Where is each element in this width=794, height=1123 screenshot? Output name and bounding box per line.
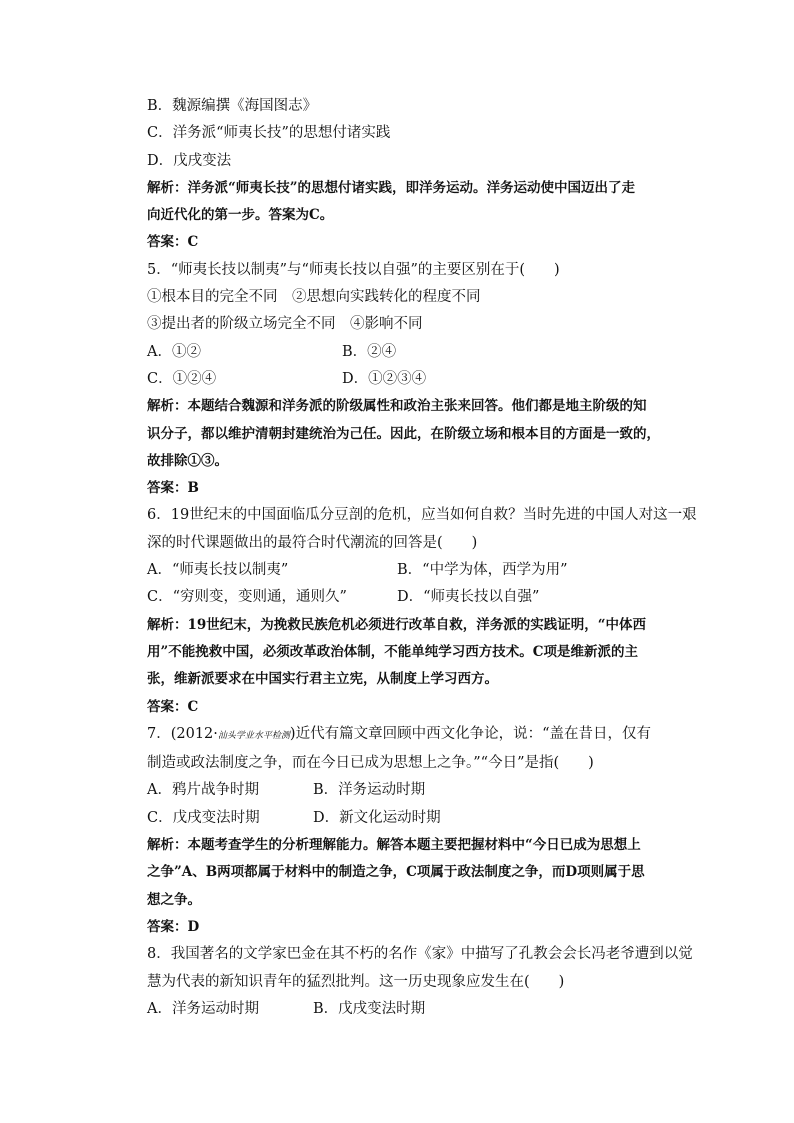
q6-option-b: B．“中学为体，西学为用”	[397, 562, 568, 579]
q8-stem-line-1: 8．我国著名的文学家巴金在其不朽的名作《家》中描写了孔教会会长冯老爷遭到以觉	[147, 946, 693, 963]
q6-options-row-1	[147, 557, 687, 584]
q6-answer: 答案：C	[147, 698, 199, 715]
q6-stem-line-1: 6．19世纪末的中国面临瓜分豆剖的危机，应当如何自救？当时先进的中国人对这一艰	[147, 507, 697, 524]
q6-option-a: A．“师夷长技以制夷”	[147, 562, 289, 579]
q7-stem-rest: )近代有篇文章回顾中西文化争论，说：“盖在昔日，仅有	[289, 725, 651, 742]
q5-analysis-line-3: 故排除①③。	[147, 452, 228, 469]
q5-analysis-line-1: 解析：本题结合魏源和洋务派的阶级属性和政治主张来回答。他们都是地主阶级的知	[147, 398, 647, 415]
q5-option-c: C．①②④	[147, 370, 217, 387]
q5-options-row-2	[147, 366, 687, 393]
q8-option-b: B．戊戌变法时期	[313, 1000, 426, 1017]
q6-option-c: C．“穷则变，变则通，通则久”	[147, 589, 347, 606]
q6-analysis-line-1: 解析：19世纪末，为挽救民族危机必须进行改革自救，洋务派的实践证明，“中体西	[147, 616, 647, 633]
q5-stem: 5．“师夷长技以制夷”与“师夷长技以自强”的主要区别在于( )	[147, 261, 560, 278]
q8-option-a: A．洋务运动时期	[147, 1000, 259, 1017]
q5-item-line-1: ①根本目的完全不同 ②思想向实践转化的程度不同	[147, 289, 481, 306]
q7-option-a: A．鸦片战争时期	[147, 782, 259, 799]
q7-stem-line-1	[147, 721, 687, 750]
q7-option-d: D．新文化运动时期	[313, 809, 441, 826]
q7-stem-line-2: 制造或政法制度之争，而在今日已成为思想上之争。”“今日”是指( )	[147, 755, 594, 772]
q6-analysis-line-3: 张，维新派要求在中国实行君主立宪，从制度上学习西方。	[147, 671, 498, 688]
q4-option-b: B．魏源编撰《海国图志》	[147, 98, 318, 114]
q7-analysis-line-2: 之争”A、B两项都属于材料中的制造之争，C项属于政法制度之争，而D项则属于思	[147, 864, 645, 881]
q5-analysis-line-2: 识分子，都以维护清朝封建统治为己任。因此，在阶级立场和根本目的方面是一致的，	[147, 425, 660, 442]
q7-stem-prefix: 7．(2012·	[147, 725, 218, 742]
q5-answer: 答案：B	[147, 480, 199, 497]
q7-analysis-line-1: 解析：本题考查学生的分析理解能力。解答本题主要把握材料中“今日已成为思想上	[147, 837, 641, 854]
q8-options-row-1	[147, 996, 687, 1023]
q7-analysis-line-3: 想之争。	[147, 891, 201, 908]
q5-item-line-2: ③提出者的阶级立场完全不同 ④影响不同	[147, 316, 423, 333]
q5-option-b: B．②④	[342, 343, 397, 360]
q4-analysis-line-1: 解析：洋务派“师夷长技”的思想付诸实践，即洋务运动。洋务运动使中国迈出了走	[147, 179, 636, 196]
q7-source: 汕头学业水平检测	[217, 730, 290, 741]
q4-analysis-line-2: 向近代化的第一步。答案为C。	[147, 207, 334, 224]
q4-answer: 答案：C	[147, 234, 199, 251]
q7-options-row-1	[147, 777, 687, 804]
q5-option-d: D．①②③④	[342, 370, 427, 387]
q4-option-c: C．洋务派“师夷长技”的思想付诸实践	[147, 125, 391, 142]
q7-options-row-2	[147, 805, 687, 832]
q7-option-b: B．洋务运动时期	[313, 782, 426, 799]
q5-option-a: A．①②	[147, 343, 201, 360]
q6-analysis-line-2: 用”不能挽救中国，必须改革政治体制，不能单纯学习西方技术。C项是维新派的主	[147, 643, 639, 660]
q6-options-row-2	[147, 584, 687, 611]
q7-option-c: C．戊戌变法时期	[147, 809, 260, 826]
q7-answer: 答案：D	[147, 918, 200, 935]
q8-stem-line-2: 慧为代表的新知识青年的猛烈批判。这一历史现象应发生在( )	[147, 973, 565, 990]
document-page	[147, 93, 697, 1023]
q6-option-d: D．“师夷长技以自强”	[397, 589, 540, 606]
q6-stem-line-2: 深的时代课题做出的最符合时代潮流的回答是( )	[147, 534, 478, 551]
q4-option-d: D．戊戌变法	[147, 152, 232, 169]
q5-options-row-1	[147, 339, 687, 366]
